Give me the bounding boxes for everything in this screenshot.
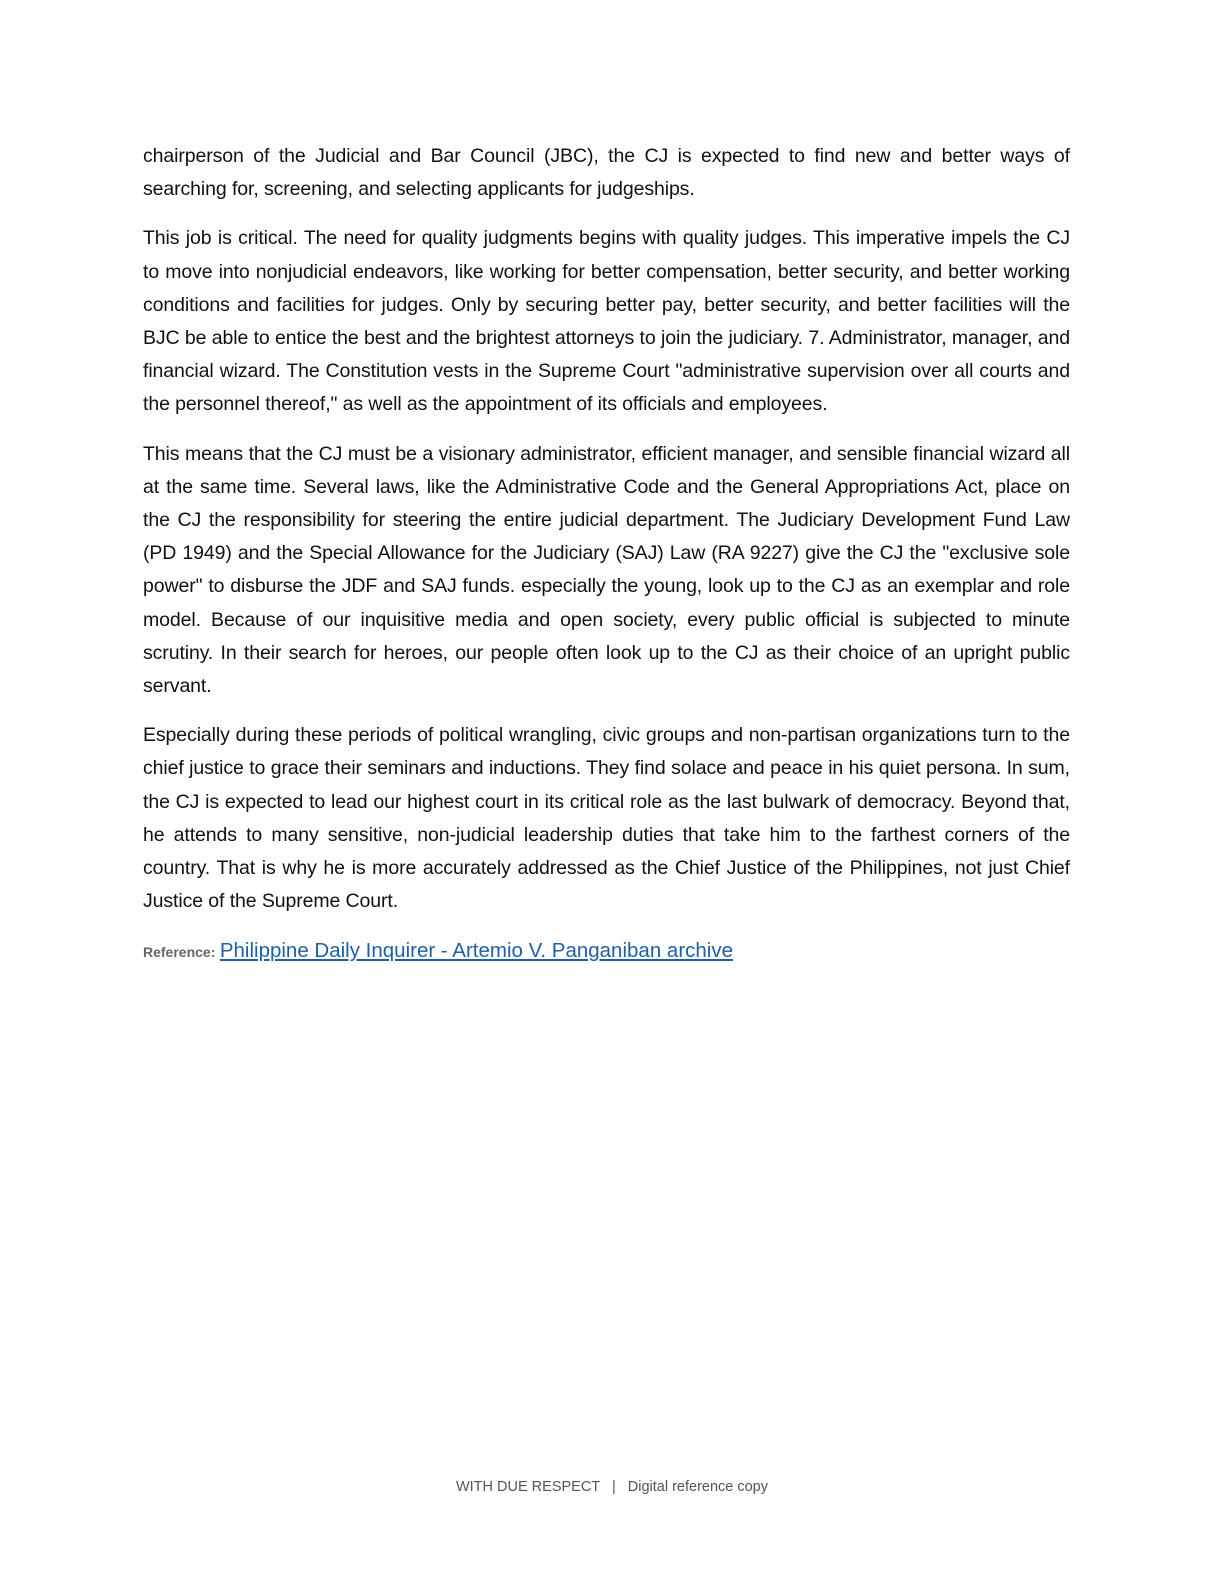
footer-subtitle: Digital reference copy [627, 1479, 769, 1495]
footer-separator: | [611, 1479, 616, 1495]
document-body [143, 140, 1070, 966]
reference-link[interactable]: Philippine Daily Inquirer - Artemio V. Panganiban archive [219, 939, 733, 963]
page-footer [0, 1479, 1224, 1495]
paragraph-job-critical: This job is critical. The need for quality judgments begins with quality judges. This imperative impels the CJ to move into nonjudicial endeavors, like working for better compensation, better security, and better working conditions and facilities for judges. Only by securing better pay, better security, and better facilities will the BJC be able to entice the best and the brightest attorneys to join the judiciary. 7. Administrator, manager, and financial wizard. The Constitution vests in the Supreme Court "administrative supervision over all courts and the personnel thereof," as well as the appointment of its officials and employees. [143, 227, 1070, 416]
footer-title: WITH DUE RESPECT [455, 1479, 600, 1495]
reference-label: Reference: [143, 944, 216, 961]
paragraph-jbc-chairperson: chairperson of the Judicial and Bar Council (JBC), the CJ is expected to find new and better ways of searching for, screening, and selecting applicants for judgeships. [143, 145, 1070, 201]
reference-line [143, 938, 1070, 966]
paragraph-political-wrangling: Especially during these periods of political wrangling, civic groups and non-partisan organizations turn to the chief justice to grace their seminars and inductions. They find solace and peace in his quiet persona. In sum, the CJ is expected to lead our highest court in its critical role as the last bulwark of democracy. Beyond that, he attends to many sensitive, non-judicial leadership duties that take him to the farthest corners of the country. That is why he is more accurately addressed as the Chief Justice of the Philippines, not just Chief Justice of the Supreme Court. [143, 724, 1070, 913]
paragraph-visionary-administrator: This means that the CJ must be a visionary administrator, efficient manager, and sensible financial wizard all at the same time. Several laws, like the Administrative Code and the General Appropriations Act, place on the CJ the responsibility for steering the entire judicial department. The Judiciary Development Fund Law (PD 1949) and the Special Allowance for the Judiciary (SAJ) Law (RA 9227) give the CJ the "exclusive sole power" to disburse the JDF and SAJ funds. especially the young, look up to the CJ as an exemplar and role model. Because of our inquisitive media and open society, every public official is subjected to minute scrutiny. In their search for heroes, our people often look up to the CJ as their choice of an upright public servant. [143, 442, 1070, 698]
